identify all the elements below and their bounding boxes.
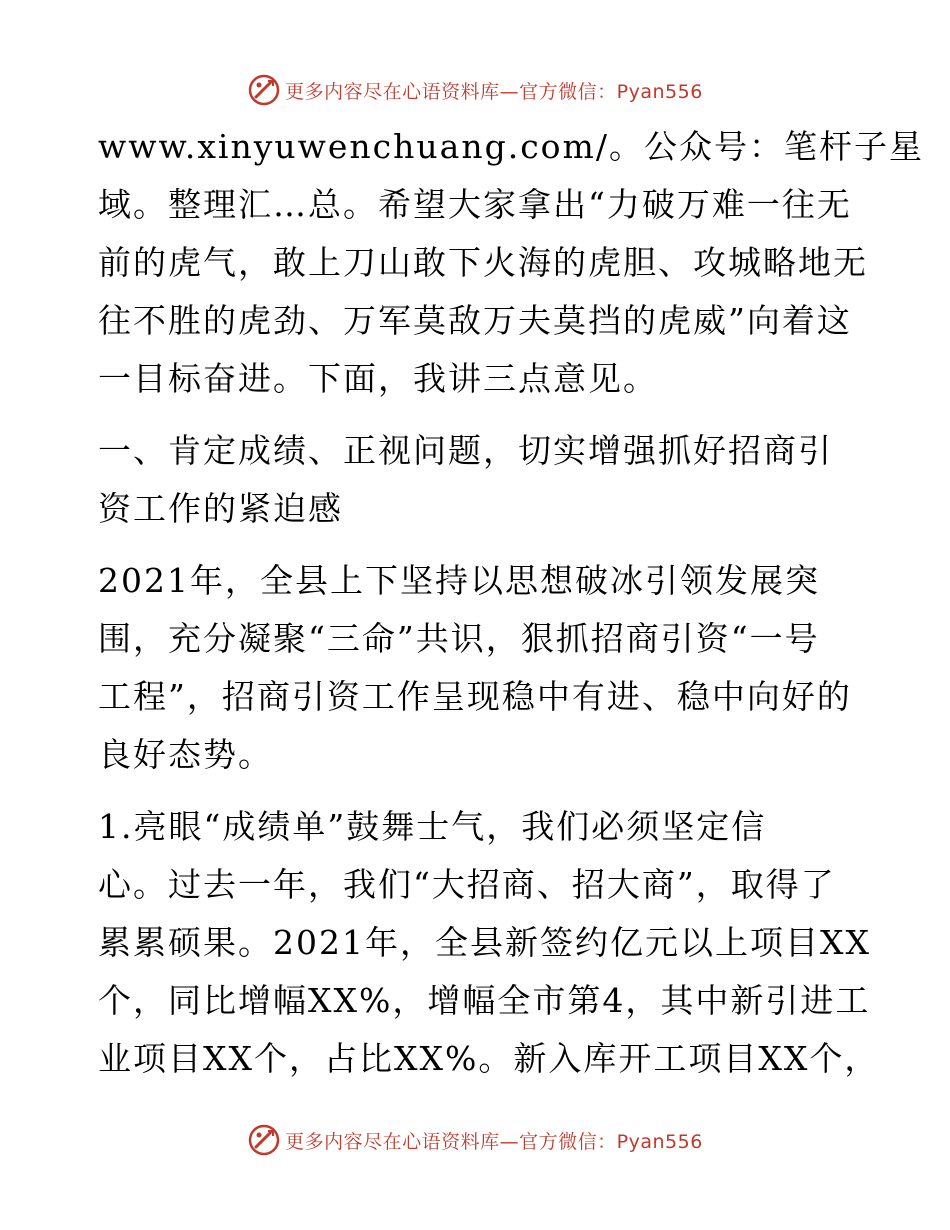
text-line: 良好态势。 (98, 735, 273, 774)
text-line: 个，同比增幅XX%，增幅全市第4，其中新引进工 (98, 981, 871, 1020)
text-line: 围，充分凝聚“三命”共识，狠抓招商引资“一号 (98, 619, 820, 658)
text-line: 2021年，全县上下坚持以思想破冰引领发展突 (98, 561, 820, 600)
text-line: 业项目XX个，占比XX%。新入库开工项目XX个， (98, 1039, 880, 1078)
text-line: 前的虎气，敢上刀山敢下火海的虎胆、攻城略地无 (98, 243, 868, 282)
paragraph-point-1 (98, 798, 880, 1088)
text-line: 一、肯定成绩、正视问题，切实增强抓好招商引 (98, 431, 833, 470)
paragraph-intro (98, 118, 924, 408)
text-line: 一目标奋进。下面，我讲三点意见。 (98, 359, 658, 398)
text-line: 资工作的紧迫感 (98, 489, 343, 528)
text-line: 1.亮眼“成绩单”鼓舞士气，我们必须坚定信 (98, 807, 767, 846)
text-line: 心。过去一年，我们“大招商、招大商”，取得了 (98, 865, 836, 904)
paragraph-2021-summary (98, 552, 858, 784)
footer-banner-text: 更多内容尽在心语资料库—官方微信：Pyan556 (285, 1130, 703, 1153)
text-line: 工程”，招商引资工作呈现稳中有进、稳中向好的 (98, 677, 852, 716)
footer-watermark-banner (0, 1120, 950, 1160)
section-heading (98, 422, 858, 538)
text-line: 域。整理汇…总。希望大家拿出“力破万难一往无 (98, 185, 852, 224)
text-line: www.xinyuwenchuang.com/。公众号：笔杆子星 (98, 127, 924, 166)
text-line: 往不胜的虎劲、万军莫敌万夫莫挡的虎威”向着这 (98, 301, 852, 340)
xinyu-logo-icon (247, 73, 281, 107)
text-line: 累累硕果。2021年，全县新签约亿元以上项目XX (98, 923, 871, 962)
document-body (98, 118, 924, 1102)
xinyu-logo-icon (247, 1123, 281, 1157)
header-watermark-banner (0, 70, 950, 110)
header-banner-text: 更多内容尽在心语资料库—官方微信：Pyan556 (285, 80, 703, 103)
